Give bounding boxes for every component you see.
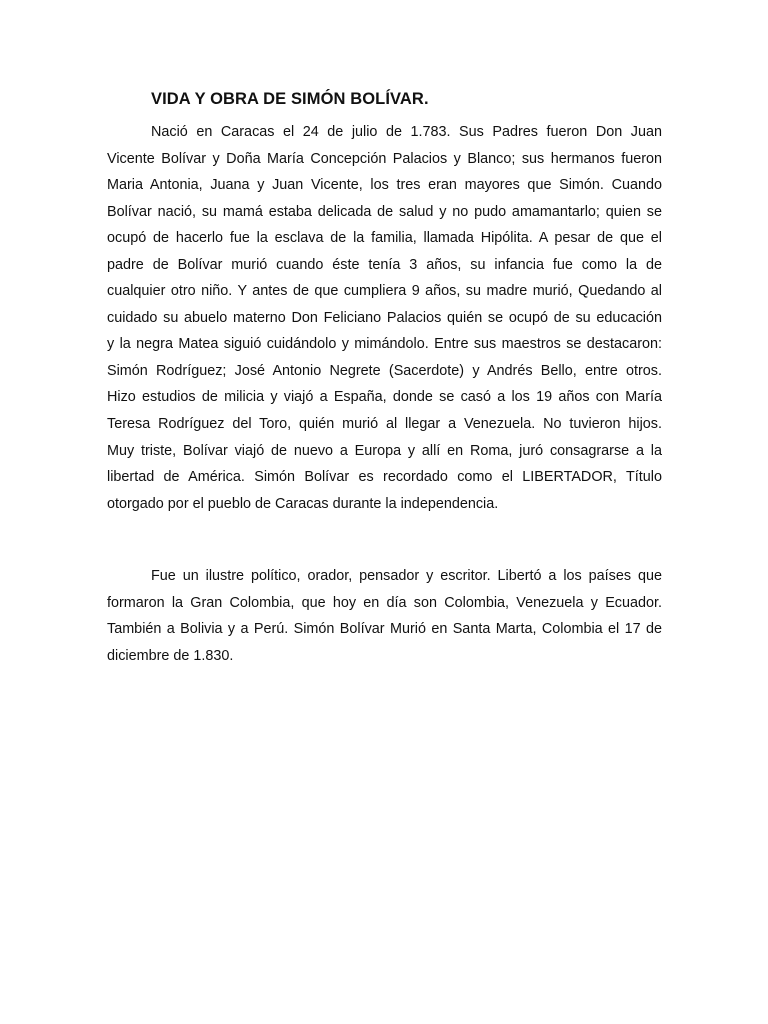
text-line: formaron la Gran Colombia, que hoy en día son Colombia, Venezuela y Ecuador. <box>107 594 662 611</box>
text-line: cualquier otro niño. Y antes de que cumpliera 9 años, su madre murió, Quedando al <box>107 283 662 300</box>
text-line: Simón Rodríguez; José Antonio Negrete (Sacerdote) y Andrés Bello, entre otros. <box>107 362 662 379</box>
document-title: VIDA Y OBRA DE SIMÓN BOLÍVAR. <box>151 90 429 108</box>
text-line: Hizo estudios de milicia y viajó a España, donde se casó a los 19 años con María <box>107 389 662 406</box>
text-line: Vicente Bolívar y Doña María Concepción Palacios y Blanco; sus hermanos fueron <box>107 150 662 167</box>
text-line: libertad de América. Simón Bolívar es recordado como el LIBERTADOR, Título <box>107 469 662 486</box>
text-line: Teresa Rodríguez del Toro, quién murió al llegar a Venezuela. No tuvieron hijos. <box>107 416 662 433</box>
text-line: Nació en Caracas el 24 de julio de 1.783. Sus Padres fueron Don Juan <box>151 124 662 140</box>
paragraph-birth-and-life <box>107 119 662 517</box>
text-line: padre de Bolívar murió cuando éste tenía 3 años, su infancia fue como la de <box>107 256 662 273</box>
text-line: Muy triste, Bolívar viajó de nuevo a Europa y allí en Roma, juró consagrarse a la <box>107 442 662 459</box>
text-line: Bolívar nació, su mamá estaba delicada de salud y no pudo amamantarlo; quien se <box>107 203 662 220</box>
text-line: ocupó de hacerlo fue la esclava de la familia, llamada Hipólita. A pesar de que el <box>107 230 662 247</box>
paragraph-legacy <box>107 563 662 669</box>
text-line: cuidado su abuelo materno Don Feliciano Palacios quién se ocupó de su educación <box>107 309 662 326</box>
text-line: También a Bolivia y a Perú. Simón Bolívar Murió en Santa Marta, Colombia el 17 de <box>107 621 662 638</box>
text-line: Fue un ilustre político, orador, pensador y escritor. Libertó a los países que <box>151 568 662 584</box>
text-line: Maria Antonia, Juana y Juan Vicente, los tres eran mayores que Simón. Cuando <box>107 177 662 194</box>
text-line: diciembre de 1.830. <box>107 647 234 664</box>
text-line: otorgado por el pueblo de Caracas durante la independencia. <box>107 495 499 512</box>
text-line: y la negra Matea siguió cuidándolo y mimándolo. Entre sus maestros se destacaron: <box>107 336 662 353</box>
